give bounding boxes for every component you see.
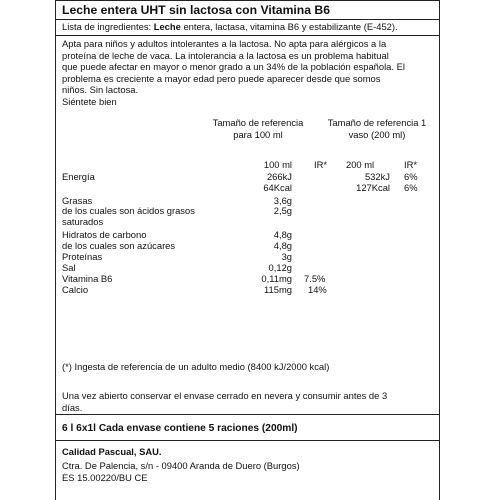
ref-header-200ml bbox=[322, 117, 432, 140]
nutrient-value: 4,8g bbox=[273, 240, 292, 251]
energy-kcal-100: 64Kcal bbox=[263, 182, 292, 193]
energy-ir-kcal-200: 6% bbox=[404, 182, 418, 193]
divider-top bbox=[56, 0, 439, 1]
description-line: proteína de leche de vaca. La intolerancia a la lactosa es un problema habitual bbox=[62, 49, 389, 61]
col-header-ir2: IR* bbox=[404, 159, 418, 170]
energy-kcal-200: 127Kcal bbox=[356, 182, 390, 193]
nutrient-label: Grasas bbox=[62, 195, 93, 206]
nutrient-ir: 14% bbox=[308, 284, 327, 295]
energy-label: Energía bbox=[62, 171, 95, 182]
storage-line: Una vez abierto conservar el envase cerrado en nevera y consumir antes de 3 bbox=[62, 390, 388, 401]
ref-header-100ml-line1: Tamaño de referencia bbox=[212, 117, 304, 128]
description-line: Apta para niños y adultos intolerantes a la lactosa. No apta para alérgicos a la bbox=[62, 38, 387, 49]
pack-info: 6 l 6x1l Cada envase contiene 5 raciones (200ml) bbox=[62, 423, 298, 434]
ingredients-line bbox=[62, 21, 398, 33]
company-registry: ES 15.00220/BU CE bbox=[62, 472, 148, 483]
ingredients-rest: entera, lactasa, vitamina B6 y estabilizante (E-452). bbox=[180, 21, 398, 32]
nutrient-ir: 7.5% bbox=[304, 273, 326, 284]
col-header-ir: IR* bbox=[314, 159, 328, 170]
col-header-100ml: 100 ml bbox=[263, 159, 292, 170]
col-header-200ml: 200 ml bbox=[346, 159, 375, 170]
description bbox=[62, 38, 432, 108]
ingredients-prefix: Lista de ingredientes: bbox=[62, 21, 154, 32]
company-name: Calidad Pascual, SAU. bbox=[62, 446, 162, 457]
footnote: (*) Ingesta de referencia de un adulto medio (8400 kJ/2000 kcal) bbox=[62, 361, 330, 372]
product-label bbox=[55, 0, 440, 500]
nutrient-label: de los cuales son ácidos grasos bbox=[62, 205, 195, 216]
product-title: Leche entera UHT sin lactosa con Vitamina B6 bbox=[62, 3, 330, 17]
storage-instructions bbox=[62, 390, 432, 413]
divider-ingredients bbox=[56, 35, 439, 36]
nutrient-value: 3g bbox=[281, 251, 292, 262]
nutrient-value: 3,6g bbox=[273, 195, 292, 206]
divider-company bbox=[56, 440, 439, 441]
energy-kj-100: 266kJ bbox=[266, 171, 292, 182]
nutrient-value: 115mg bbox=[264, 284, 292, 295]
description-line: que puede afectar en mayor o menor grado a un 34% de la población española. El bbox=[62, 61, 405, 73]
company-address: Ctra. De Palencia, s/n - 09400 Aranda de Duero (Burgos) bbox=[62, 460, 300, 471]
description-line: Siéntete bien bbox=[62, 95, 117, 107]
nutrient-value: 0,12g bbox=[268, 262, 292, 273]
energy-ir-kj-200: 6% bbox=[404, 171, 418, 182]
nutrient-label: Calcio bbox=[62, 284, 89, 295]
nutrient-label: Vitamina B6 bbox=[62, 273, 113, 284]
description-line: niños. Sin lactosa. bbox=[62, 84, 139, 96]
divider-pack bbox=[56, 414, 439, 415]
divider-title bbox=[56, 19, 439, 20]
nutrient-label: saturados bbox=[62, 216, 104, 227]
nutrient-value: 2,5g bbox=[273, 205, 292, 216]
description-line: problema es creciente a mayor edad pero puede aparecer desde que somos bbox=[62, 72, 381, 84]
ingredients-bold: Leche bbox=[153, 21, 181, 32]
ref-header-100ml bbox=[206, 117, 310, 140]
ref-header-100ml-line2: para 100 ml bbox=[233, 128, 283, 140]
nutrient-label: Proteínas bbox=[62, 251, 103, 262]
nutrient-value: 4,8g bbox=[273, 229, 292, 240]
nutrient-label: Sal bbox=[62, 262, 76, 273]
nutrient-value: 0,11mg bbox=[261, 273, 292, 284]
storage-line: días. bbox=[62, 401, 83, 413]
ref-header-200ml-line1: Tamaño de referencia 1 bbox=[327, 117, 427, 128]
nutrient-label: de los cuales son azúcares bbox=[62, 240, 176, 251]
energy-kj-200: 532kJ bbox=[364, 171, 390, 182]
nutrient-label: Hidratos de carbono bbox=[62, 229, 147, 240]
ref-header-200ml-line2: vaso (200 ml) bbox=[348, 128, 406, 140]
